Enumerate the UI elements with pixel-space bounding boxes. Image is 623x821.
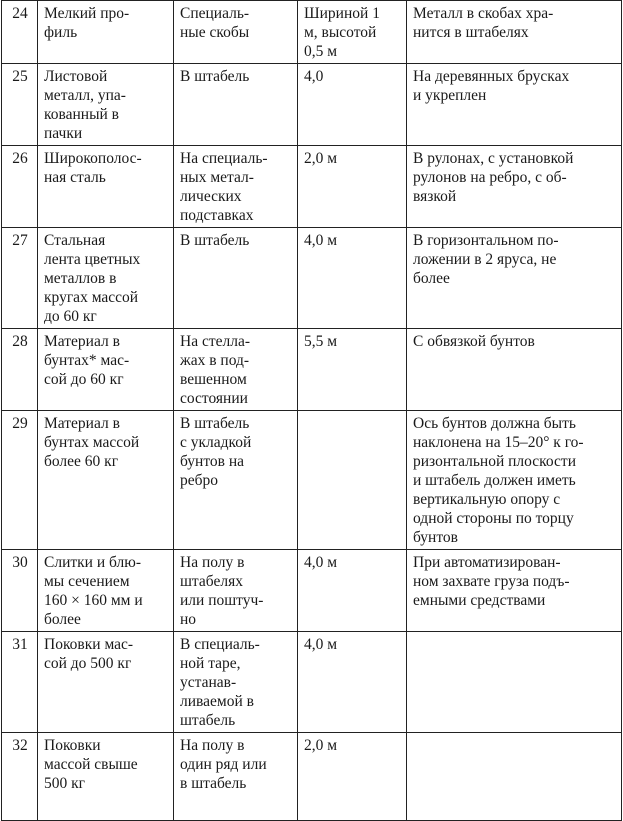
storage-method-cell: В штабель с укладкой бунтов на ребро (174, 411, 298, 550)
row-number: 25 (2, 64, 38, 146)
storage-method-cell: В штабель (174, 64, 298, 146)
material-cell: Слитки и блю- мы сечением 160 × 160 мм и более (38, 550, 174, 632)
stack-size-cell: 4,0 (298, 64, 407, 146)
row-number: 26 (2, 146, 38, 228)
material-cell: Листовой металл, упа- кованный в пачки (38, 64, 174, 146)
row-number: 28 (2, 329, 38, 411)
row-number: 31 (2, 632, 38, 733)
material-cell: Материал в бунтах массой более 60 кг (38, 411, 174, 550)
stack-size-cell: 4,0 м (298, 228, 407, 329)
table-row (2, 632, 622, 733)
table-row (2, 411, 622, 550)
row-number: 27 (2, 228, 38, 329)
stack-size-cell: 2,0 м (298, 733, 407, 821)
material-cell: Поковки мас- сой до 500 кг (38, 632, 174, 733)
material-cell: Широкополос- ная сталь (38, 146, 174, 228)
material-cell: Материал в бунтах* мас- сой до 60 кг (38, 329, 174, 411)
row-number: 29 (2, 411, 38, 550)
table-row (2, 550, 622, 632)
note-cell: В рулонах, с установкой рулонов на ребро, с об- вязкой (407, 146, 622, 228)
note-cell (407, 733, 622, 821)
material-cell: Мелкий про- филь (38, 1, 174, 64)
stack-size-cell: 4,0 м (298, 632, 407, 733)
note-cell: На деревянных брусках и укреплен (407, 64, 622, 146)
storage-method-cell: В специаль- ной таре, устанав- ливаемой в штабель (174, 632, 298, 733)
storage-method-cell: В штабель (174, 228, 298, 329)
storage-method-cell: Специаль- ные скобы (174, 1, 298, 64)
stack-size-cell: 4,0 м (298, 550, 407, 632)
storage-table (1, 0, 622, 821)
row-number: 24 (2, 1, 38, 64)
stack-size-cell: Шириной 1 м, высотой 0,5 м (298, 1, 407, 64)
material-cell: Стальная лента цветных металлов в кругах массой до 60 кг (38, 228, 174, 329)
table-row (2, 1, 622, 64)
note-cell: Металл в скобах хра- нится в штабелях (407, 1, 622, 64)
note-cell: При автоматизирован- ном захвате груза подъ- емными средствами (407, 550, 622, 632)
material-cell: Поковки массой свыше 500 кг (38, 733, 174, 821)
note-cell: Ось бунтов должна быть наклонена на 15–20° к го- ризонтальной плоскости и штабель должен иметь вертикальную опору с одной стороны по торцу бунтов (407, 411, 622, 550)
note-cell: С обвязкой бунтов (407, 329, 622, 411)
table-row (2, 146, 622, 228)
storage-method-cell: На полу в штабелях или поштуч- но (174, 550, 298, 632)
stack-size-cell: 5,5 м (298, 329, 407, 411)
table-row (2, 228, 622, 329)
storage-method-cell: На стелла- жах в под- вешенном состоянии (174, 329, 298, 411)
table-row (2, 64, 622, 146)
table-row (2, 329, 622, 411)
table-row (2, 733, 622, 821)
stack-size-cell (298, 411, 407, 550)
table-body (2, 1, 622, 821)
note-cell (407, 632, 622, 733)
row-number: 32 (2, 733, 38, 821)
note-cell: В горизонтальном по- ложении в 2 яруса, не более (407, 228, 622, 329)
storage-method-cell: На полу в один ряд или в штабель (174, 733, 298, 821)
stack-size-cell: 2,0 м (298, 146, 407, 228)
storage-method-cell: На специаль- ных метал- лических подставках (174, 146, 298, 228)
row-number: 30 (2, 550, 38, 632)
